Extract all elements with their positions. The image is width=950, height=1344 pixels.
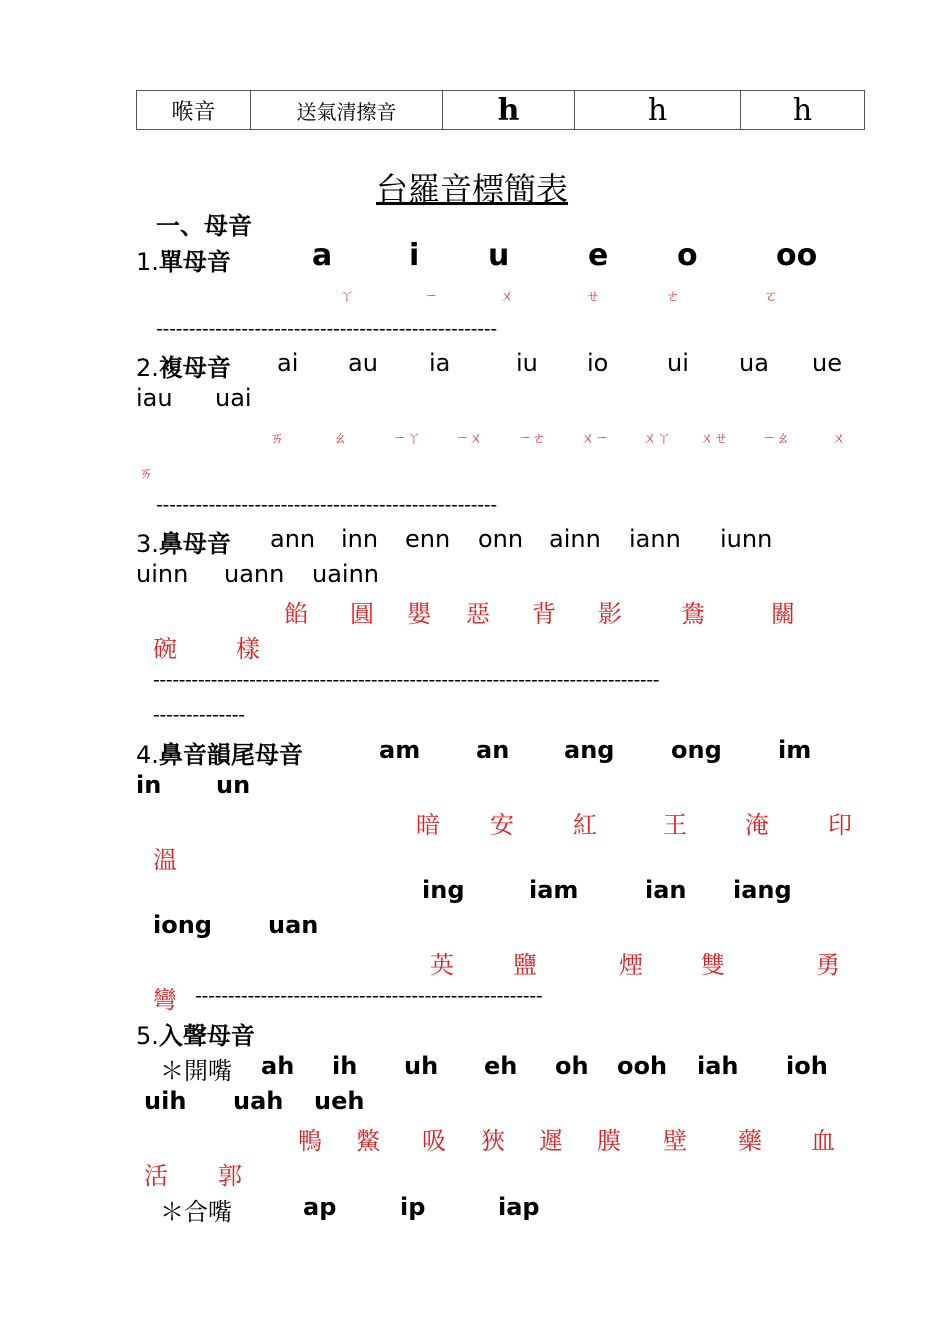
s5-char: 遲 [539,1127,563,1155]
s1-vowel: u [488,238,510,273]
s3-char: 嬰 [407,600,431,628]
s3-char: 影 [598,600,622,628]
separator: ----------------------------------------------------- [195,985,543,1007]
s2-vowel: au [348,349,378,377]
s5-vowel: ih [332,1052,358,1080]
s2-zhuyin: ㄧㄨ [455,431,483,447]
s2-zhuyin: ㄞ [270,431,284,447]
s3-vowel: inn [341,525,379,553]
s3-char: 鴦 [681,600,705,628]
separator: ---------------------------------------------------- [156,494,497,516]
s3-heading [136,524,231,559]
s2-vowel: ue [812,349,842,377]
s2-vowel: io [587,349,609,377]
s3-vowel: iunn [720,525,773,553]
s3-char: 關 [771,600,795,628]
s2-zhuyin: ㄨㄝ [700,431,728,447]
s1-zhuyin: ㄛ [764,289,778,305]
s5-char: 活 [144,1162,168,1190]
s2-heading [136,348,231,383]
s4-char: 印 [828,811,852,839]
s3-vowel: uann [224,560,285,588]
s4-char: 淹 [745,811,769,839]
s4-vowel: in [136,771,162,799]
s4-char: 彎 [153,986,177,1014]
s1-heading [136,242,231,277]
s4-char: 英 [430,951,454,979]
s5-char: 鱉 [356,1127,380,1155]
s5-vowel: eh [484,1052,518,1080]
s4-vowel: iam [529,876,579,904]
s1-number: 1. [136,248,159,276]
s2-label: 複母音 [158,353,231,382]
s5-vowel: ah [261,1052,295,1080]
s3-vowel: iann [629,525,681,553]
s2-zhuyin: ㄠ [333,431,347,447]
s3-char: 背 [532,600,556,628]
s4-char: 暗 [416,811,440,839]
s5-vowel: ioh [786,1052,828,1080]
separator: ---------------------------------------------------- [156,318,497,340]
s2-number: 2. [136,354,159,382]
s5-char: 狹 [481,1127,505,1155]
s4-vowel: iang [733,876,792,904]
s5-vowel: uah [233,1087,284,1115]
s3-vowel: onn [478,525,524,553]
s4-char: 溫 [153,846,177,874]
s3-label: 鼻母音 [158,529,231,558]
separator: ------------------------------------------------------------------------------- [153,669,660,691]
s5-number: 5. [136,1022,159,1050]
s1-zhuyin: ㄧ [424,289,438,305]
open-mouth-label: ＊開嘴 [160,1057,232,1085]
s5-char: 吸 [422,1127,446,1155]
s5-vowel: ueh [314,1087,365,1115]
section-heading: 一、母音 [156,211,252,240]
s1-vowel: i [409,238,420,273]
s5-label: 入聲母音 [158,1021,255,1050]
s5-char: 藥 [738,1127,762,1155]
s5-vowel: ooh [617,1052,668,1080]
s5-vowel: ap [303,1193,337,1221]
s3-char: 惡 [466,600,490,628]
s5-vowel: iap [498,1193,540,1221]
s4-char: 雙 [701,951,725,979]
s2-vowel: ui [667,349,689,377]
s4-char: 紅 [573,811,597,839]
s1-zhuyin: ㄜ [666,289,680,305]
separator: -------------- [153,704,245,726]
s5-heading [136,1016,255,1051]
s4-vowel: am [379,736,421,764]
s5-char: 鴨 [298,1127,322,1155]
table-cell-symbol: h [575,91,741,130]
s4-vowel: im [778,736,812,764]
s2-vowel: uai [215,384,252,412]
s1-vowel: oo [776,238,818,273]
closed-mouth-label: ＊合嘴 [160,1198,232,1226]
s4-char: 煙 [619,951,643,979]
s4-vowel: uan [268,911,319,939]
s2-zhuyin: ㄧㄠ [762,431,790,447]
s1-label: 單母音 [158,247,231,276]
s4-vowel: un [216,771,251,799]
s1-zhuyin: ㄚ [340,289,354,305]
s2-zhuyin: ㄨㄧ [581,431,609,447]
s5-vowel: uih [144,1087,187,1115]
s3-char: 餡 [284,600,308,628]
s5-vowel: uh [404,1052,439,1080]
s4-char: 安 [490,811,514,839]
s2-zhuyin: ㄧㄜ [518,431,546,447]
s2-zhuyin: ㄧㄚ [393,431,421,447]
s2-vowel: ua [739,349,769,377]
s4-number: 4. [136,741,159,769]
s4-char: 鹽 [513,951,537,979]
s3-char: 碗 [153,635,177,663]
s4-heading [136,735,303,770]
s4-char: 勇 [816,951,840,979]
s3-vowel: ann [270,525,316,553]
s4-vowel: ang [564,736,615,764]
s1-vowel: e [588,238,609,273]
s4-vowel: iong [153,911,212,939]
s4-char: 王 [663,811,687,839]
table-cell-type: 送氣清擦音 [251,91,443,130]
s2-zhuyin: ㄞ [139,466,153,482]
s3-number: 3. [136,530,159,558]
s5-char: 血 [811,1127,835,1155]
s3-vowel: uainn [312,560,380,588]
s3-char: 圓 [350,600,374,628]
s1-vowel: o [677,238,698,273]
phoneme-table-row [136,90,865,130]
s5-char: 壁 [663,1127,687,1155]
s4-label: 鼻音韻尾母音 [158,740,303,769]
s2-vowel: iu [516,349,538,377]
s2-zhuyin: ㄨㄚ [643,431,671,447]
table-cell-symbol: h [741,91,865,130]
s5-char: 郭 [218,1162,242,1190]
page-title: 台羅音標簡表 [376,170,569,208]
s2-zhuyin: ㄨ [832,431,846,447]
table-cell-category: 喉音 [137,91,251,130]
s2-vowel: ai [277,349,299,377]
s1-zhuyin: ㄨ [500,289,514,305]
s5-vowel: iah [697,1052,739,1080]
table-cell-symbol: h [443,91,575,130]
s5-char: 膜 [597,1127,621,1155]
s4-vowel: ian [645,876,687,904]
s2-vowel: ia [429,349,451,377]
s3-vowel: uinn [136,560,189,588]
s3-vowel: enn [405,525,451,553]
s1-zhuyin: ㄝ [586,289,600,305]
s4-vowel: ong [671,736,722,764]
s1-vowel: a [312,238,333,273]
s4-vowel: an [476,736,510,764]
s2-vowel: iau [136,384,173,412]
s3-vowel: ainn [549,525,601,553]
s5-vowel: oh [555,1052,589,1080]
s3-char: 樣 [236,635,260,663]
s5-vowel: ip [400,1193,426,1221]
s4-vowel: ing [422,876,465,904]
